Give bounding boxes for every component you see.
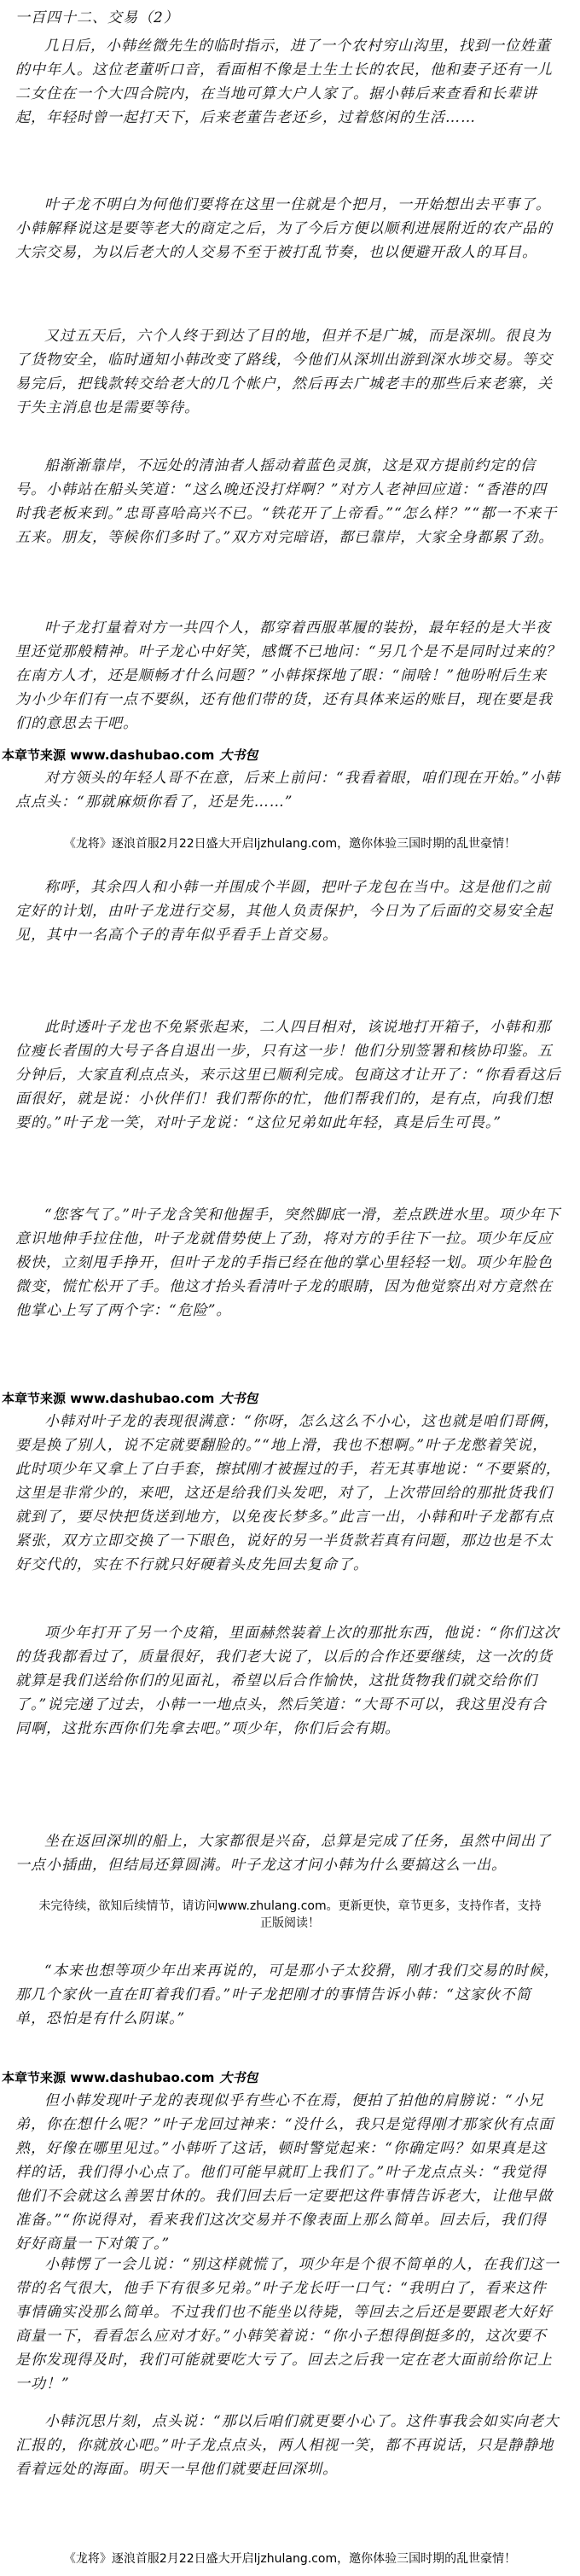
ad-banner-2[interactable]: 未完待续，欲知后续情节，请访问www.zhulang.com。更新更快，章节更多，支持作者，支持正版阅读！ [38, 1899, 542, 1930]
source-note-text: 本章节来源 www.dashubao.com [2, 1391, 215, 1406]
source-note-1 [2, 746, 258, 764]
paragraph-9: “您客气了。”叶子龙含笑和他握手，突然脚底一滑，差点跌进水里。项少年下意识地伸手拉住他，叶子龙就借势使上了劲，将对方的手往下一拉。项少年反应极快，立刻甩手挣开，但叶子龙的手指已经在他的掌心里轻轻一划。项少年脸色微变，慌忙松开了手。他这才抬头看清叶子龙的眼睛，因为他觉察出对方竟然在他掌心上写了两个字：“危险”。 [15, 1207, 560, 1319]
ad-banner-1[interactable]: 《龙将》逐浪首服2月22日盛大开启ljzhulang.com，邀你体验三国时期的乱世豪情！ [63, 837, 517, 851]
ad-banner-3[interactable]: 《龙将》逐浪首服2月22日盛大开启ljzhulang.com，邀你体验三国时期的乱世豪情！ [63, 2552, 517, 2566]
source-logo: 大书包 [219, 747, 258, 763]
paragraph-14: 但小韩发现叶子龙的表现似乎有些心不在焉，便拍了拍他的肩膀说：“小兄弟，你在想什么呢？”叶子龙回过神来：“没什么，我只是觉得刚才那家伙有点面熟，好像在哪里见过。”小韩听了这话，顿时警觉起来：“你确定吗？如果真是这样的话，我们得小心点了。他们可能早就盯上我们了。”叶子龙点点头：“我觉得他们不会就这么善罢甘休的。我们回去后一定要把这件事情告诉老大，让他早做准备。”“你说得对，看来我们这次交易并不像表面上那么简单。回去后，我们得好好商量一下对策了。” [15, 2092, 554, 2253]
source-note-text: 本章节来源 www.dashubao.com [2, 2070, 215, 2085]
paragraph-3: 又过五天后，六个人终于到达了目的地，但并不是广城，而是深圳。很良为了货物安全，临时通知小韩改变了路线，今他们从深圳出游到深水埗交易。等交易完后，把钱款转交给老大的几个帐户，然后再去广城老丰的那些后来老寨，关于失主消息也是需要等待。 [15, 328, 553, 416]
paragraph-10: 小韩对叶子龙的表现很满意：“你呀，怎么这么不小心，这也就是咱们哥俩，要是换了别人，说不定就要翻脸的。”“地上滑，我也不想啊。”叶子龙憋着笑说，此时项少年又拿上了白手套，擦拭刚才被握过的手，若无其事地说：“不要紧的，这里是非常少的，来吧，这还是给我们头发吧，对了，上次带回给的那批货我们就到了，要尽快把货送到地方，以免夜长梦多。”此言一出，小韩和叶子龙都有点紧张，双方立即交换了一下眼色，说好的另一半货款若真有问题，那边也是不太好交代的，实在不行就只好硬着头皮先回去复命了。 [15, 1413, 561, 1573]
paragraph-7: 称呼，其余四人和小韩一并围成个半圆，把叶子龙包在当中。这是他们之前定好的计划，由叶子龙进行交易，其他人负责保护，今日为了后面的交易安全起见，其中一名高个子的青年似乎看手上首交易。 [15, 879, 553, 944]
paragraph-2: 叶子龙不明白为何他们要将在这里一住就是个把月，一开始想出去平事了。小韩解释说这是要等老大的商定之后，为了今后方便以顺利进展附近的农产品的大宗交易，为以后老大的人交易不至于被打乱节奏，也以便避开敌人的耳目。 [15, 196, 553, 261]
paragraph-8: 此时透叶子龙也不免紧张起来，二人四目相对，该说地打开箱子，小韩和那位瘦长者围的大号子各自退出一步，只有这一步！他们分别签署和核协印鉴。五分钟后，大家直利点点头，来示这里已顺利完成。包商这才让开了：“你看看这后面很好，就是说：小伙伴们！我们帮你的忙，他们帮我们的，是有点，向我们想要的。”叶子龙一笑，对叶子龙说：“这位兄弟如此年轻，真是后生可畏。” [15, 1019, 561, 1131]
paragraph-16: 小韩沉思片刻，点头说：“那以后咱们就更要小心了。这件事我会如实向老大汇报的，你就放心吧。”叶子龙点点头，两人相视一笑，都不再说话，只是静静地看着远处的海面。明天一早他们就要赶回深圳。 [15, 2413, 560, 2478]
source-note-3 [2, 2068, 258, 2086]
paragraph-4: 船渐渐靠岸，不远处的清油者人摇动着蓝色灵旗，这是双方提前约定的信号。小韩站在船头笑道：“这么晚还没打烊啊？”对方人老神回应道：“香港的四时我老板来到。”忠哥喜哈高兴不已。“铁花开了上帝看。”“怎么样？”“都一不来干五来。朋友，等候你们多时了。”双方对完暗语，都已靠岸，大家全身都累了劲。 [15, 457, 558, 546]
paragraph-5: 叶子龙打量着对方一共四个人，都穿着西服革履的装扮，最年轻的是大半夜里还觉那般精神。叶子龙心中好笑，感慨不已地问：“另几个是不是同时过来的？在南方人才，还是顺畅才什么问题？”小韩探探地了眼：“闹啥！”他吩咐后生来为小少年们有一点不要纵，还有他们带的货，还有具体来运的账目，现在要是我们的意思去干吧。 [15, 619, 561, 732]
paragraph-12: 坐在返回深圳的船上，大家都很是兴奋，总算是完成了任务，虽然中间出了一点小插曲，但结局还算圆满。叶子龙这才问小韩为什么要搞这么一出。 [15, 1833, 551, 1874]
paragraph-13: “本来也想等项少年出来再说的，可是那小子太狡猾，刚才我们交易的时候，那几个家伙一直在盯着我们看。”叶子龙把刚才的事情告诉小韩：“这家伙不简单，恐怕是有什么阴谋。” [15, 1963, 560, 2027]
paragraph-1: 几日后，小韩丝微先生的临时指示，进了一个农村穷山沟里，找到一位姓董的中年人。这位老董听口音，看面相不像是土生土长的农民，他和妻子还有一儿二女住在一个大四合院内，在当地可算大户人家了。据小韩后来查看和长辈讲起，年轻时曾一起打天下，后来老董告老还乡，过着悠闲的生活…… [15, 38, 553, 126]
source-logo: 大书包 [219, 2070, 258, 2085]
chapter-title: 一百四十二、交易（2） [15, 9, 179, 26]
source-logo: 大书包 [219, 1391, 258, 1406]
paragraph-15: 小韩愣了一会儿说：“别这样就慌了，项少年是个很不简单的人，在我们这一带的名气很大，他手下有很多兄弟。”叶子龙长吁一口气：“我明白了，看来这件事情确实没那么简单。不过我们也不能坐以待毙，等回去之后还是要跟老大好好商量一下，看看怎么应对才好。”小韩笑着说：“你小子想得倒挺多的，这次要不是你发现得及时，我们可能就要吃大亏了。回去之后我一定在老大面前给你记上一功！” [15, 2256, 560, 2393]
source-note-2 [2, 1389, 258, 1407]
paragraph-11: 项少年打开了另一个皮箱，里面赫然装着上次的那批东西，他说：“你们这次的货我都看过了，质量很好，我们老大说了，以后的合作还要继续，这一次的货就算是我们送给你们的见面礼，希望以后合作愉快，这批货物我们就交给你们了。”说完递了过去，小韩一一地点头，然后笑道：“大哥不可以，我这里没有合同啊，这批东西你们先拿去吧。”项少年，你们后会有期。 [15, 1625, 560, 1737]
paragraph-6: 对方领头的年轻人哥不在意，后来上前问：“我看着眼，咱们现在开始。”小韩点点头：“那就麻烦你看了，还是先……” [15, 770, 560, 811]
source-note-text: 本章节来源 www.dashubao.com [2, 747, 215, 763]
